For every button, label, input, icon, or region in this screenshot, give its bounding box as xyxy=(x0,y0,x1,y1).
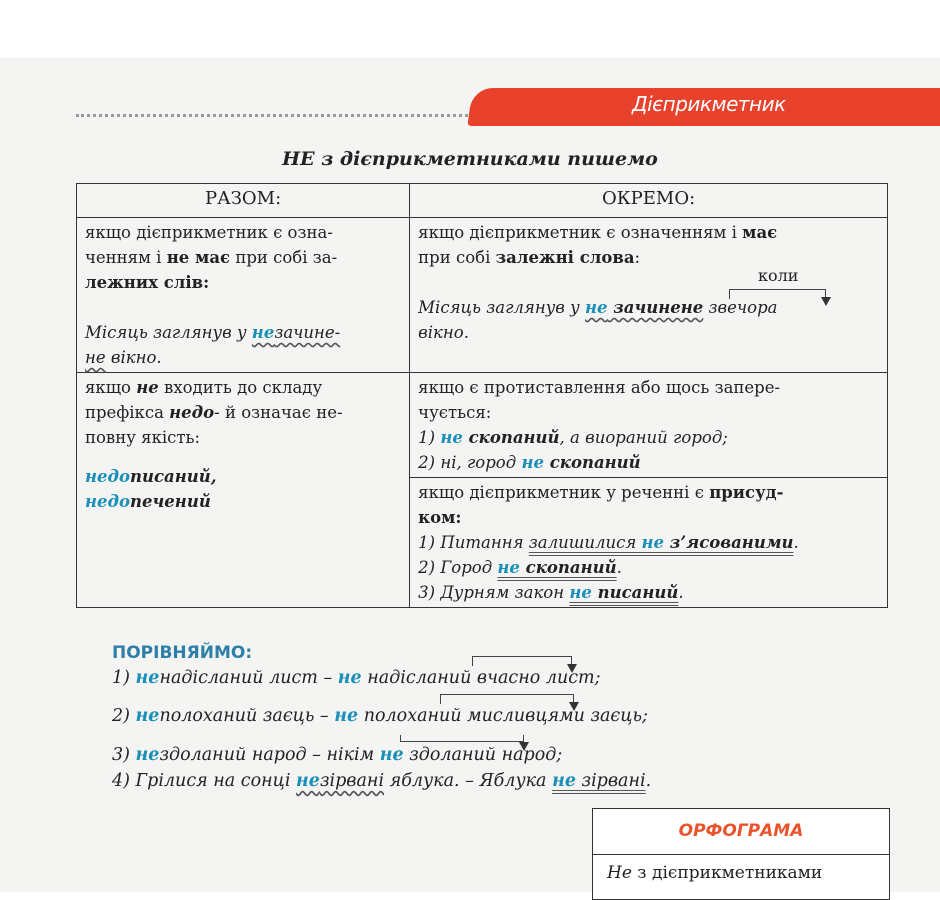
section-banner-title: Дієприкметник xyxy=(632,92,786,116)
dependency-arrow xyxy=(729,289,826,299)
compare-title: ПОРІВНЯЙМО: xyxy=(112,643,253,663)
page-title: НЕ з дієприкметниками пишемо xyxy=(282,148,658,170)
compare-arrow-1 xyxy=(472,656,572,666)
rule-cell-separate-2: якщо є протиставлення або щось запере- чується: 1) не скопаний, а виораний город; 2) ні, город не скопаний xyxy=(410,373,888,478)
compare-line-2: 2) неполоханий заєць – не полоханий мисливцями заєць; xyxy=(112,706,648,726)
rule-cell-separate-1: якщо дієприкметник є означенням і має при собі залежні слова: Місяць заглянув у не зачинене звечора вікно. xyxy=(410,218,888,373)
column-header-together: РАЗОМ: xyxy=(77,184,410,218)
orfograma-title: ОРФОГРАМА xyxy=(593,809,889,855)
rule-cell-together-1: якщо дієприкметник є озна- ченням і не має при собі за- лежних слів: Місяць заглянув у незачине- не вікно. xyxy=(77,218,410,373)
orfograma-text: Не з дієприкметниками xyxy=(607,863,823,883)
column-header-separate: ОКРЕМО: xyxy=(410,184,888,218)
compare-line-3: 3) нездоланий народ – нікім не здоланий народ; xyxy=(112,745,563,765)
compare-arrow-3 xyxy=(400,735,524,742)
rules-table xyxy=(76,183,888,608)
dotted-divider xyxy=(76,114,516,117)
orfograma-box xyxy=(592,808,890,900)
compare-line-1: 1) ненадісланий лист – не надісланий вчасно лист; xyxy=(112,668,601,688)
compare-arrow-2 xyxy=(440,694,574,704)
dependency-label: коли xyxy=(758,266,799,285)
rule-cell-separate-3: якщо дієприкметник у реченні є присуд- ком: 1) Питання залишилися не з’ясованими. 2) Город не скопаний. 3) Дурням закон не писаний. xyxy=(410,478,888,608)
compare-line-4: 4) Грілися на сонці незірвані яблука. – Яблука не зірвані. xyxy=(112,771,652,791)
rule-cell-together-2: якщо не входить до складу префікса недо- й означає не- повну якість: недописаний, недопечений xyxy=(77,373,410,608)
